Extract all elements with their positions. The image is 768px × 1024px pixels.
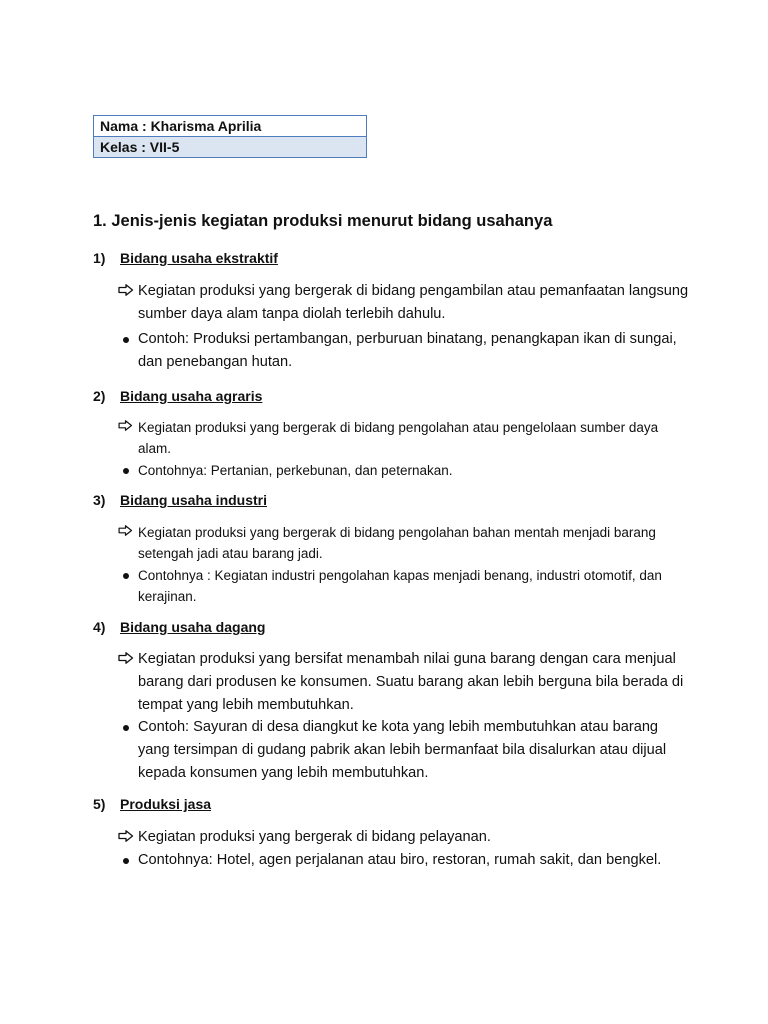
section-title: Produksi jasa xyxy=(120,796,212,812)
student-class-row xyxy=(94,137,367,158)
section-title: Bidang usaha ekstraktif xyxy=(120,250,278,266)
section-example: Contoh: Sayuran di desa diangkut ke kota yang lebih membutuhkan atau barang yang tersimpan di gudang pabrik akan lebih bermanfaat bila disalurkan atau dijual kepada konsumen yang lebih membutuhkan. xyxy=(138,719,667,781)
arrow-right-icon xyxy=(113,826,138,842)
section-example: Contohnya: Hotel, agen perjalanan atau biro, restoran, rumah sakit, dan bengkel. xyxy=(138,852,662,868)
section-number: 5) xyxy=(93,796,106,812)
section-title: Bidang usaha industri xyxy=(120,492,268,508)
bullet-icon xyxy=(123,337,129,343)
student-name-row xyxy=(94,116,367,137)
arrow-right-icon xyxy=(113,648,138,664)
section-description: Kegiatan produksi yang bergerak di bidang pengolahan atau pengelolaan sumber daya alam. xyxy=(138,420,659,456)
section-example: Contohnya: Pertanian, perkebunan, dan peternakan. xyxy=(138,463,453,478)
student-name: Nama : Kharisma Aprilia xyxy=(94,116,367,137)
bullet-icon xyxy=(123,468,129,474)
section-heading-jasa xyxy=(93,796,211,812)
section-description: Kegiatan produksi yang bersifat menambah nilai guna barang dengan cara menjual barang dari produsen ke konsumen. Suatu barang akan lebih berguna bila berada di tempat yang lebih membutuhkan. xyxy=(138,651,684,713)
student-class: Kelas : VII-5 xyxy=(94,137,367,158)
section-number: 2) xyxy=(93,388,106,404)
section-description-item xyxy=(113,280,693,326)
arrow-right-icon xyxy=(113,522,138,536)
section-description: Kegiatan produksi yang bergerak di bidang pengambilan atau pemanfaatan langsung sumber daya alam tanpa diolah terlebih dahulu. xyxy=(138,283,689,322)
section-example: Contoh: Produksi pertambangan, perburuan binatang, penangkapan ikan di sungai, dan penebangan hutan. xyxy=(138,331,677,370)
section-title: Bidang usaha dagang xyxy=(120,619,266,635)
section-example: Contohnya : Kegiatan industri pengolahan kapas menjadi benang, industri otomotif, dan kerajinan. xyxy=(138,568,662,604)
section-description-item xyxy=(113,648,693,717)
section-description-item xyxy=(113,522,693,564)
bullet-icon xyxy=(123,573,129,579)
section-example-item xyxy=(113,328,693,374)
section-example-item xyxy=(113,849,693,872)
section-description: Kegiatan produksi yang bergerak di bidang pelayanan. xyxy=(138,829,491,845)
main-heading: 1. Jenis-jenis kegiatan produksi menurut bidang usahanya xyxy=(93,212,553,230)
section-number: 4) xyxy=(93,619,106,635)
bullet-icon xyxy=(123,725,129,731)
section-example-item xyxy=(113,565,693,607)
arrow-right-icon xyxy=(113,417,138,431)
section-heading-agraris xyxy=(93,388,262,404)
arrow-right-icon xyxy=(113,280,138,296)
section-number: 3) xyxy=(93,492,106,508)
section-example-item xyxy=(113,716,693,785)
section-description: Kegiatan produksi yang bergerak di bidang pengolahan bahan mentah menjadi barang setengah jadi atau barang jadi. xyxy=(138,525,656,561)
section-title: Bidang usaha agraris xyxy=(120,388,263,404)
section-number: 1) xyxy=(93,250,106,266)
section-description-item xyxy=(113,417,693,459)
section-example-item xyxy=(113,460,693,481)
bullet-icon xyxy=(123,858,129,864)
section-heading-industri xyxy=(93,492,267,508)
student-info-table xyxy=(93,115,367,158)
section-heading-dagang xyxy=(93,619,265,635)
section-heading-ekstraktif xyxy=(93,250,278,266)
section-description-item xyxy=(113,826,693,849)
